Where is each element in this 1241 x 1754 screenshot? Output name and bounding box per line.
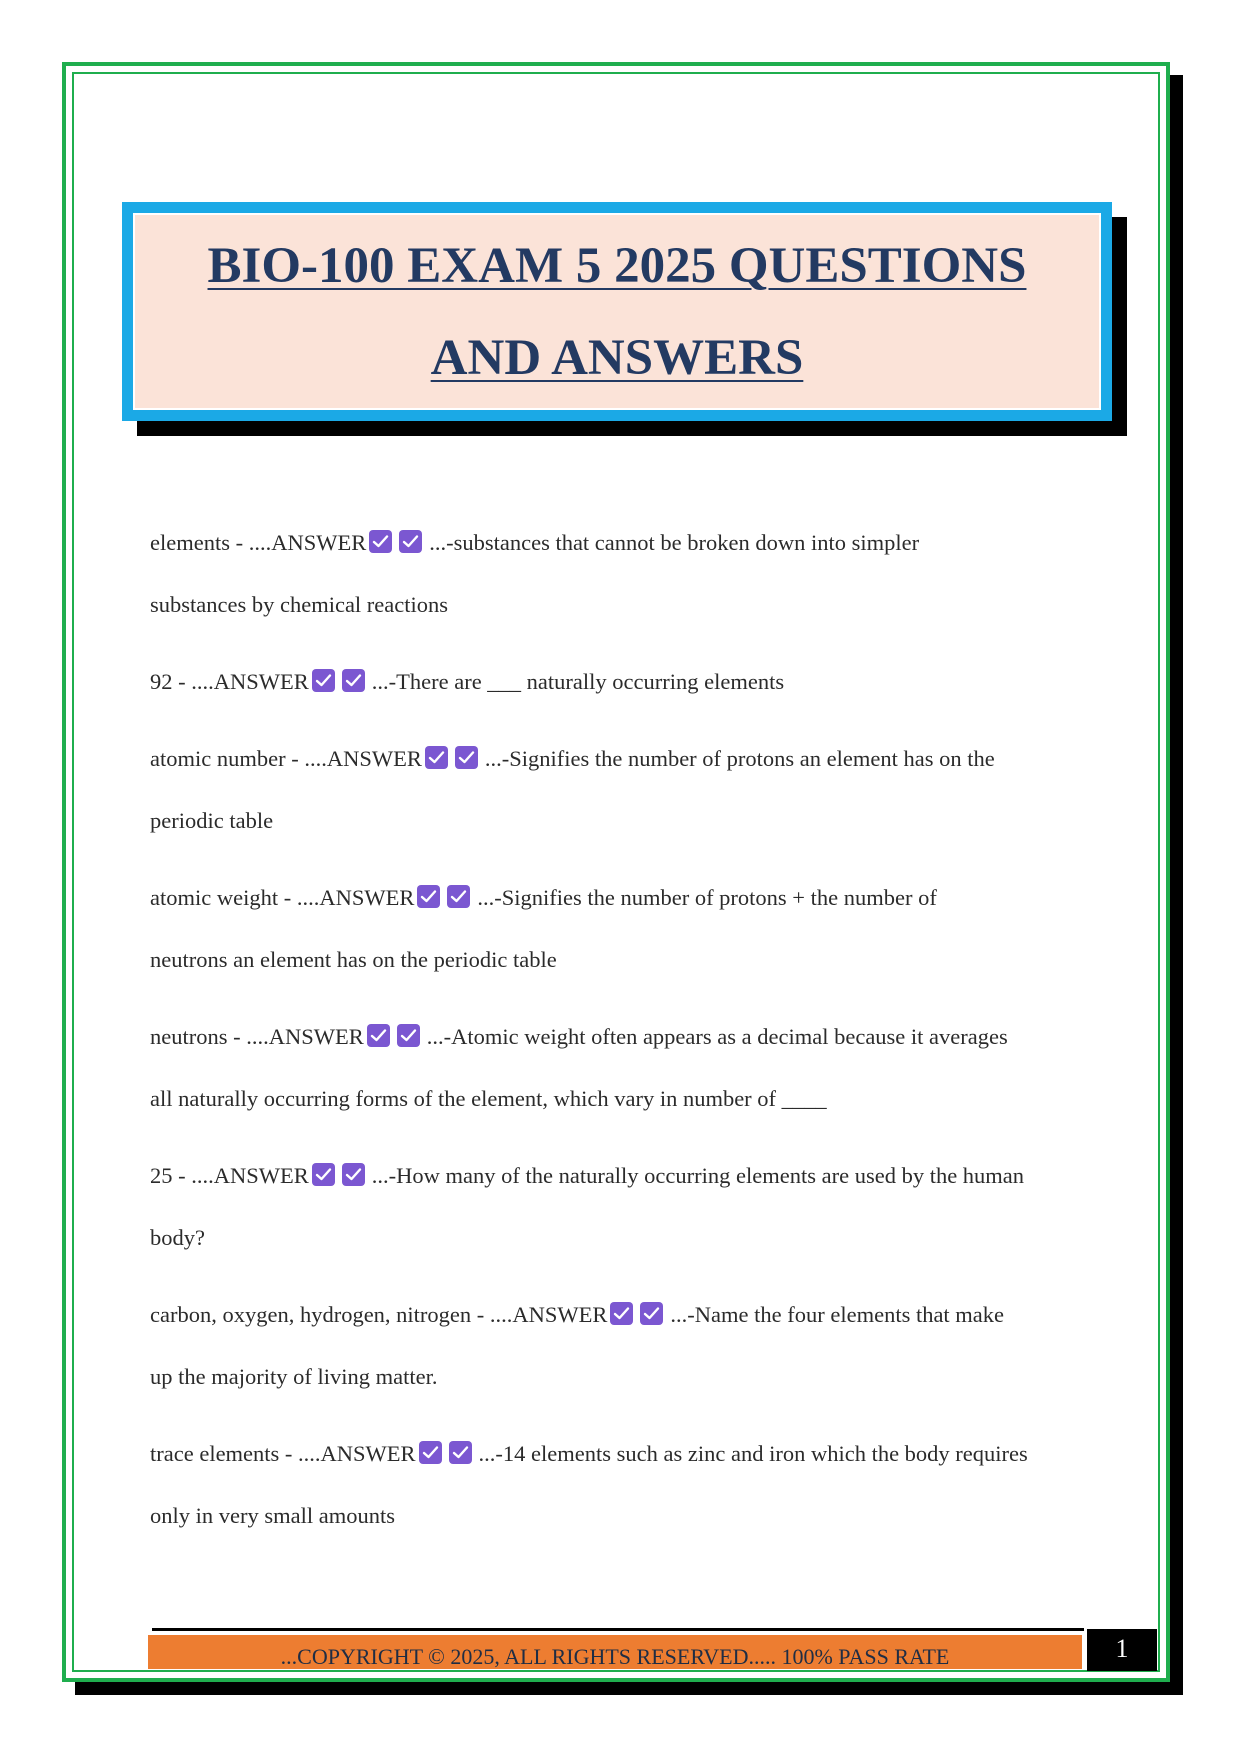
- footer-bar: [148, 1635, 1082, 1669]
- check-box-icon: [425, 746, 448, 769]
- title-line-1: BIO-100 EXAM 5 2025 QUESTIONS: [207, 237, 1027, 294]
- after-marker: ...-: [371, 1163, 397, 1188]
- qa-list: [150, 512, 1095, 1562]
- qa-item: [150, 1423, 1095, 1547]
- page-number: 1: [1087, 1629, 1157, 1671]
- check-box-icon: [312, 669, 335, 692]
- title-box: [122, 202, 1112, 421]
- answer-marker: ....ANSWER: [298, 1441, 416, 1466]
- qa-line-1: [150, 1284, 1095, 1346]
- qa-line-2: periodic table: [150, 808, 274, 833]
- qa-line-2: up the majority of living matter.: [150, 1364, 438, 1389]
- answer-marker: ....ANSWER: [191, 1163, 309, 1188]
- qa-line-2: body?: [150, 1225, 205, 1250]
- qa-line-2: only in very small amounts: [150, 1503, 395, 1528]
- after-marker: ...-: [478, 1441, 503, 1466]
- after-marker: ...-: [429, 530, 454, 555]
- qa-item: [150, 651, 1095, 713]
- check-box-icon: [342, 669, 365, 692]
- check-box-icon: [417, 885, 440, 908]
- after-marker: ...-: [426, 1024, 452, 1049]
- qa-term: elements -: [150, 530, 249, 555]
- footer-rule: [152, 1628, 1084, 1631]
- qa-term: 25 -: [150, 1163, 192, 1188]
- qa-answer: Signifies the number of protons + the number of: [501, 885, 937, 910]
- qa-item: [150, 728, 1095, 852]
- qa-line-1: [150, 1145, 1095, 1207]
- check-box-icon: [312, 1163, 335, 1186]
- qa-line-1: [150, 512, 1095, 574]
- qa-answer: substances that cannot be broken down into simpler: [453, 530, 920, 555]
- qa-answer: How many of the naturally occurring elements are used by the human: [396, 1163, 1025, 1188]
- qa-term: carbon, oxygen, hydrogen, nitrogen -: [150, 1302, 490, 1327]
- qa-line-1: [150, 1006, 1095, 1068]
- qa-line-1: [150, 728, 1095, 790]
- qa-item: [150, 512, 1095, 636]
- check-box-icon: [369, 530, 392, 553]
- qa-line-2: neutrons an element has on the periodic table: [150, 947, 557, 972]
- qa-term: atomic number -: [150, 746, 305, 771]
- qa-answer: There are ___ naturally occurring elements: [396, 669, 785, 694]
- qa-line-1: [150, 651, 1095, 713]
- check-box-icon: [447, 885, 470, 908]
- answer-marker: ....ANSWER: [191, 669, 309, 694]
- check-box-icon: [449, 1441, 472, 1464]
- qa-term: trace elements -: [150, 1441, 299, 1466]
- qa-item: [150, 1145, 1095, 1269]
- check-box-icon: [367, 1024, 390, 1047]
- title-line-2: AND ANSWERS: [430, 329, 804, 386]
- qa-term: 92 -: [150, 669, 192, 694]
- qa-answer: Name the four elements that make: [694, 1302, 1005, 1327]
- copyright-text: ...COPYRIGHT © 2025, ALL RIGHTS RESERVED..... 100% PASS RATE: [280, 1644, 950, 1669]
- after-marker: ...-: [484, 746, 510, 771]
- qa-answer: Atomic weight often appears as a decimal because it averages: [451, 1024, 1008, 1049]
- answer-marker: ....ANSWER: [246, 1024, 364, 1049]
- answer-marker: ....ANSWER: [296, 885, 415, 910]
- check-box-icon: [342, 1163, 365, 1186]
- check-box-icon: [399, 530, 422, 553]
- check-box-icon: [640, 1302, 663, 1325]
- qa-line-1: [150, 1423, 1095, 1485]
- after-marker: ...-: [670, 1302, 695, 1327]
- check-box-icon: [455, 746, 478, 769]
- qa-line-2: all naturally occurring forms of the element, which vary in number of ____: [150, 1086, 827, 1111]
- answer-marker: ....ANSWER: [304, 746, 422, 771]
- qa-answer: 14 elements such as zinc and iron which the body requires: [502, 1441, 1028, 1466]
- qa-term: atomic weight -: [150, 885, 297, 910]
- title-inner: [133, 213, 1101, 410]
- qa-line-2: substances by chemical reactions: [150, 592, 449, 617]
- qa-line-1: [150, 867, 1095, 929]
- check-box-icon: [610, 1302, 633, 1325]
- check-box-icon: [419, 1441, 442, 1464]
- qa-item: [150, 867, 1095, 991]
- answer-marker: ....ANSWER: [248, 530, 367, 555]
- qa-term: neutrons -: [150, 1024, 247, 1049]
- after-marker: ...-: [371, 669, 397, 694]
- qa-item: [150, 1284, 1095, 1408]
- after-marker: ...-: [477, 885, 502, 910]
- qa-answer: Signifies the number of protons an element has on the: [509, 746, 995, 771]
- qa-item: [150, 1006, 1095, 1130]
- answer-marker: ....ANSWER: [489, 1302, 608, 1327]
- check-box-icon: [397, 1024, 420, 1047]
